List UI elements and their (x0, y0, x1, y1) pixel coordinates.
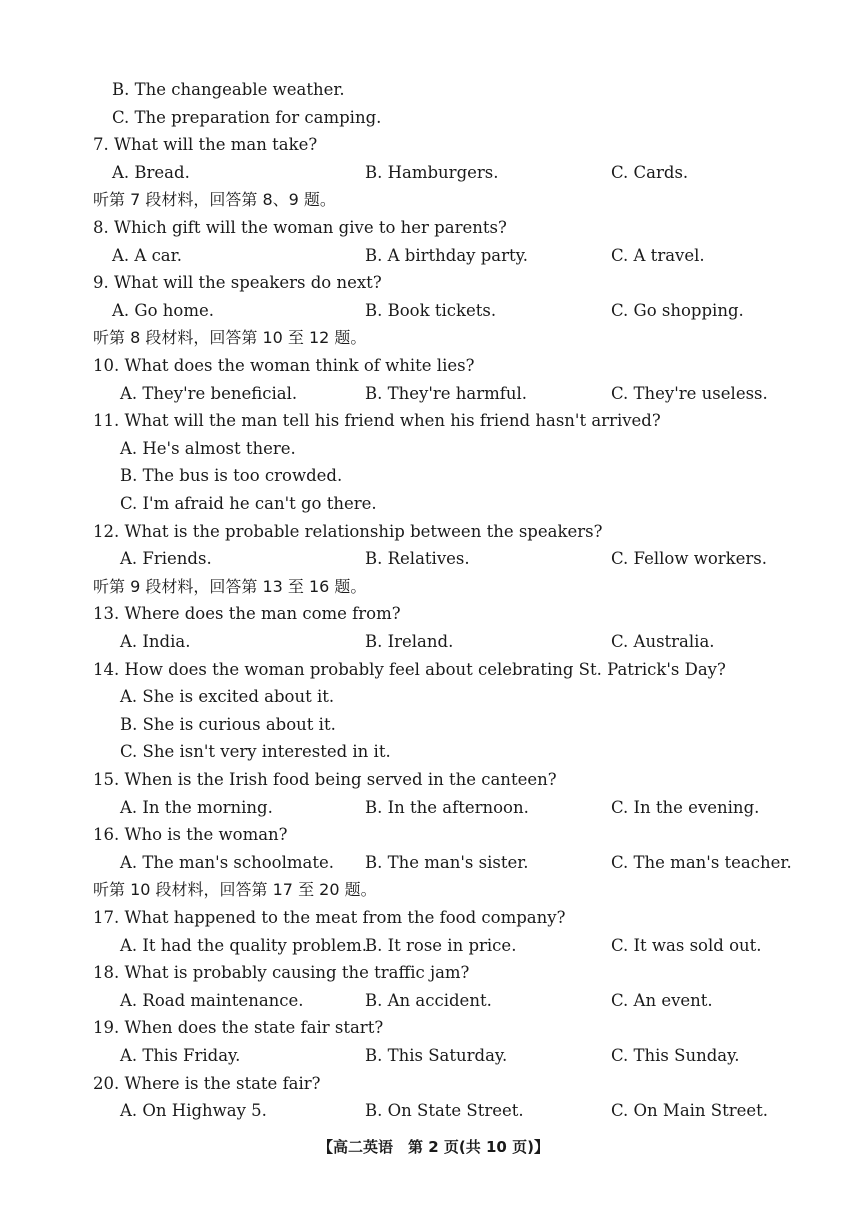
option-text: C. I'm afraid he can't go there. (120, 494, 377, 513)
options-row (0, 987, 867, 1015)
question-text: 7. What will the man take? (93, 135, 318, 155)
option-b: B. It rose in price. (365, 935, 517, 955)
question-text: 14. How does the woman probably feel about celebrating St. Patrick's Day? (93, 659, 726, 679)
question (0, 904, 867, 932)
options-row (0, 242, 867, 270)
options-row (0, 1042, 867, 1070)
section-heading (0, 186, 867, 214)
section-heading (0, 876, 867, 904)
option-line (0, 711, 867, 739)
option-a: A. On Highway 5. (120, 1101, 267, 1121)
option-line (0, 76, 867, 104)
option-c: C. This Sunday. (611, 1046, 740, 1065)
option-line (0, 462, 867, 490)
option-c: C. Fellow workers. (611, 549, 768, 569)
question (0, 766, 867, 794)
options-row (0, 297, 867, 325)
options-row (0, 794, 867, 822)
option-line (0, 490, 867, 518)
option-b: B. The man's sister. (365, 852, 529, 872)
question (0, 269, 867, 297)
option-text: B. The changeable weather. (112, 80, 345, 99)
question-text: 20. Where is the state fair? (93, 1073, 321, 1093)
option-line (0, 683, 867, 711)
option-b: B. On State Street. (365, 1101, 524, 1121)
question (0, 214, 867, 242)
option-b: B. Book tickets. (365, 300, 497, 320)
option-a: A. They're beneficial. (120, 383, 298, 403)
question-text: 13. Where does the man come from? (93, 604, 401, 624)
option-b: B. In the afternoon. (365, 797, 529, 817)
option-line (0, 104, 867, 132)
option-text: A. He's almost there. (120, 438, 296, 458)
options-row (0, 932, 867, 960)
section-heading-text: 听第 9 段材料，回答第 13 至 16 题。 (93, 576, 367, 596)
section-heading-text: 听第 10 段材料，回答第 17 至 20 题。 (93, 880, 377, 900)
options-row (0, 159, 867, 187)
question (0, 656, 867, 684)
question (0, 959, 867, 987)
options-row (0, 545, 867, 573)
option-text: C. The preparation for camping. (112, 107, 382, 127)
option-b: B. They're harmful. (365, 383, 528, 403)
option-c: C. Australia. (611, 632, 715, 651)
question-text: 17. What happened to the meat from the food company? (93, 908, 566, 927)
option-c: C. An event. (611, 990, 713, 1010)
option-a: A. It had the quality problem. (120, 935, 367, 955)
question (0, 352, 867, 380)
option-c: C. Go shopping. (611, 300, 744, 320)
question-text: 12. What is the probable relationship between the speakers? (93, 521, 603, 541)
question (0, 518, 867, 546)
options-row (0, 1097, 867, 1125)
question-text: 19. When does the state fair start? (93, 1018, 384, 1038)
option-b: B. Relatives. (365, 549, 470, 569)
option-a: A. The man's schoolmate. (120, 852, 335, 872)
question-text: 10. What does the woman think of white lies? (93, 356, 475, 375)
option-a: A. Bread. (112, 162, 190, 182)
option-a: A. Road maintenance. (120, 990, 304, 1010)
option-c: C. It was sold out. (611, 935, 762, 955)
question (0, 821, 867, 849)
option-line (0, 738, 867, 766)
option-c: C. In the evening. (611, 797, 760, 817)
option-c: C. On Main Street. (611, 1101, 769, 1121)
option-b: B. Hamburgers. (365, 162, 499, 182)
option-text: B. She is curious about it. (120, 714, 336, 734)
question (0, 1070, 867, 1098)
question (0, 407, 867, 435)
page-footer: 【高二英语 第 2 页(共 10 页)】 (318, 1138, 549, 1156)
question (0, 131, 867, 159)
question-text: 18. What is probably causing the traffic jam? (93, 963, 470, 983)
option-c: C. Cards. (611, 162, 689, 182)
question (0, 600, 867, 628)
question-text: 9. What will the speakers do next? (93, 273, 382, 293)
option-b: B. An accident. (365, 990, 492, 1010)
option-a: A. A car. (112, 245, 182, 265)
option-text: B. The bus is too crowded. (120, 466, 343, 486)
option-c: C. A travel. (611, 245, 705, 265)
options-row (0, 628, 867, 656)
question-text: 11. What will the man tell his friend when his friend hasn't arrived? (93, 411, 661, 431)
option-c: C. They're useless. (611, 383, 768, 403)
option-a: A. Go home. (112, 300, 214, 320)
question-text: 16. Who is the woman? (93, 825, 288, 845)
option-c: C. The man's teacher. (611, 852, 792, 872)
option-text: C. She isn't very interested in it. (120, 742, 391, 762)
option-a: A. India. (120, 632, 191, 651)
question-text: 8. Which gift will the woman give to her parents? (93, 218, 507, 237)
question (0, 1014, 867, 1042)
section-heading (0, 324, 867, 352)
options-row (0, 380, 867, 408)
options-row (0, 849, 867, 877)
option-text: A. She is excited about it. (120, 687, 335, 707)
option-b: B. Ireland. (365, 632, 454, 651)
question-text: 15. When is the Irish food being served in the canteen? (93, 770, 557, 789)
option-b: B. This Saturday. (365, 1046, 508, 1065)
option-b: B. A birthday party. (365, 245, 529, 265)
section-heading-text: 听第 7 段材料，回答第 8、9 题。 (93, 190, 336, 210)
option-a: A. This Friday. (120, 1046, 241, 1065)
option-line (0, 435, 867, 463)
option-a: A. Friends. (120, 549, 212, 569)
section-heading (0, 573, 867, 601)
section-heading-text: 听第 8 段材料，回答第 10 至 12 题。 (93, 328, 367, 348)
option-a: A. In the morning. (120, 797, 273, 817)
